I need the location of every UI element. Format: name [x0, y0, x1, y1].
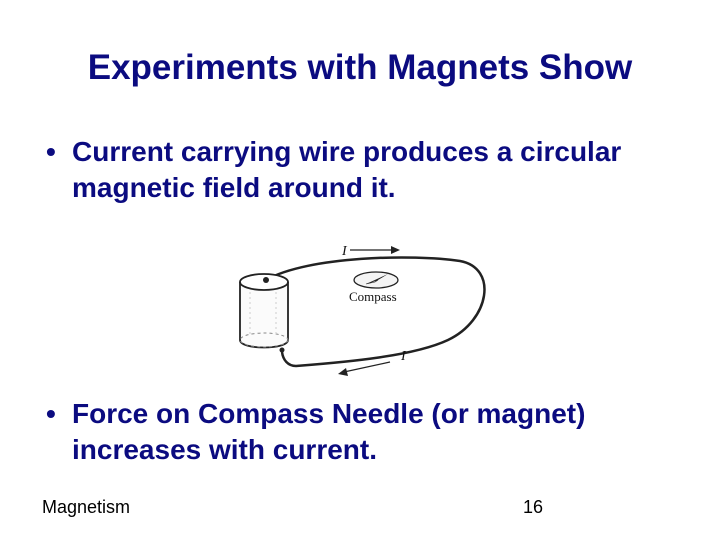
- footer-topic: Magnetism: [42, 497, 131, 517]
- bullet-dot: •: [46, 398, 56, 429]
- current-arrow-bottom: [344, 362, 390, 372]
- slide-title: Experiments with Magnets Show: [87, 48, 633, 87]
- current-label-bottom: I: [401, 349, 406, 364]
- current-label-top: I: [342, 244, 347, 259]
- battery-side: [240, 282, 288, 348]
- battery-terminal-top: [263, 277, 269, 283]
- compass-label: Compass: [349, 289, 397, 304]
- current-arrowhead-bottom: [338, 368, 348, 376]
- bullet-item: [46, 396, 686, 468]
- wire-compass-diagram: [228, 236, 498, 378]
- page-number: 16: [523, 497, 544, 517]
- bullet-dot: •: [46, 136, 56, 167]
- bullet-text: Current carrying wire produces a circular magnetic field around it.: [72, 136, 622, 203]
- bullet-text: Force on Compass Needle (or magnet) increases with current.: [72, 398, 586, 465]
- current-arrowhead-top: [391, 246, 400, 254]
- battery-terminal-bottom: [280, 348, 285, 353]
- bullet-item: [46, 134, 686, 206]
